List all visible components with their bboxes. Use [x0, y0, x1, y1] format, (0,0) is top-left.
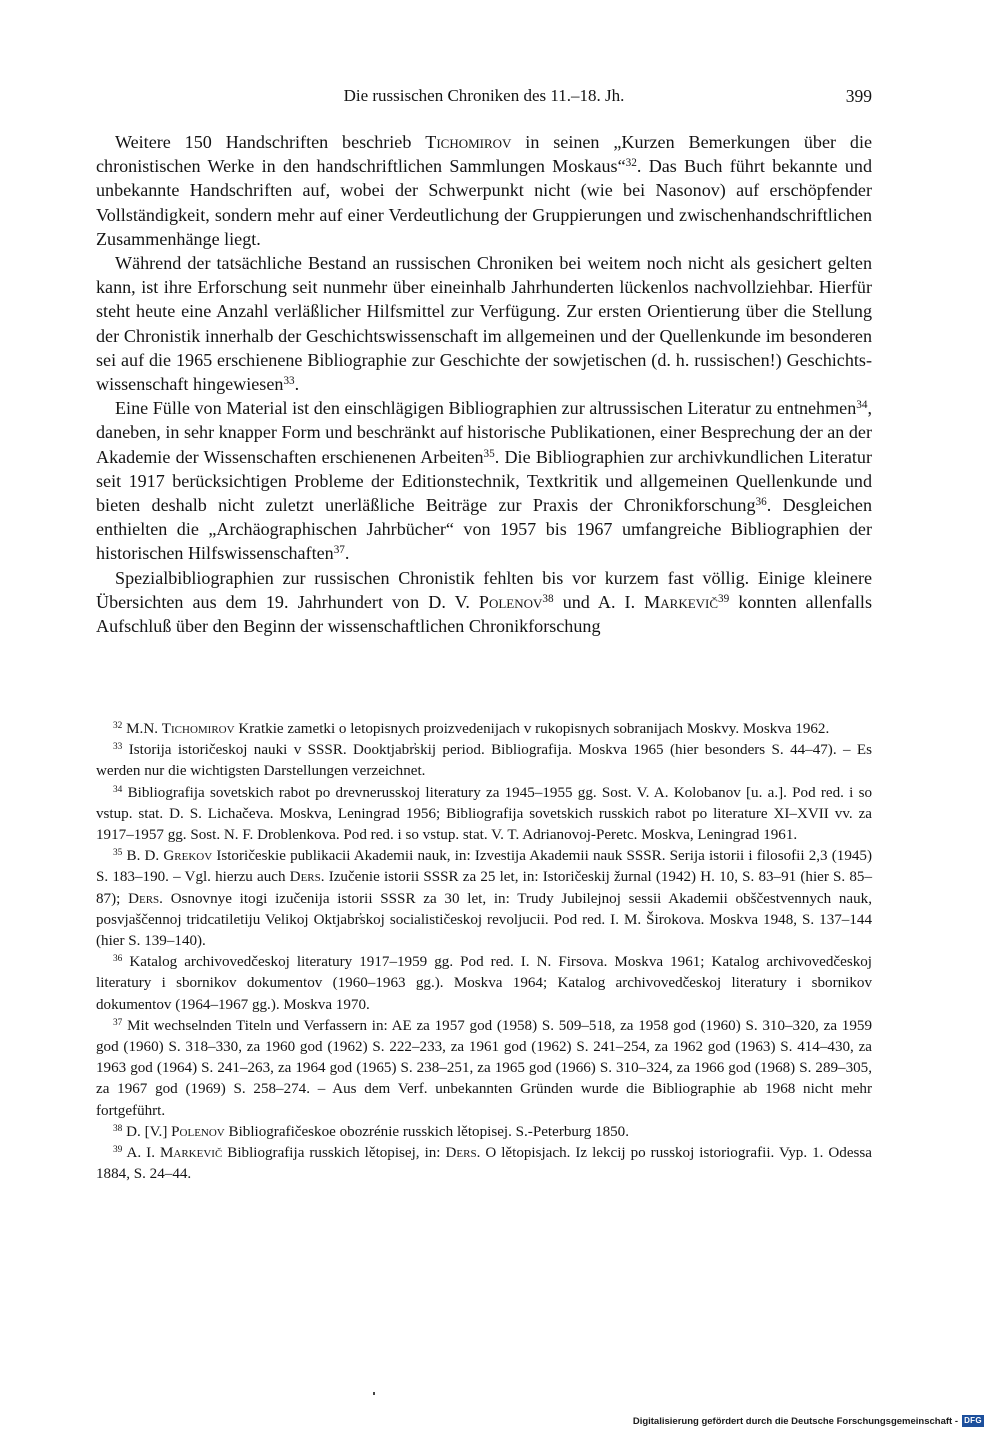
footnote-marker: 39 — [113, 1144, 123, 1155]
text-run: Istorija istoričeskoj nauki v SSSR. Dooktjabr̕skij period. Bibliografija. Moskva 1965 (hier besonders S. 44–47). – Es werden nur die wichtigsten Darstellungen verzeichnet. — [96, 742, 872, 780]
text-run: Während der tatsächliche Bestand an russischen Chroniken bei weitem noch nicht als gesichert gelten kann, ist ihre Erforschung seit nunmehr über eineinhalb Jahrhunderten lückenlos nachvollziehbar. Hierfür steht heute eine Anzahl verläßlicher Hilfsmittel zur Verfügung. Zur ersten Orientierung über die Stellung der Chronistik innerhalb der Geschichtswissenschaft im allgemeinen und der Quellenkunde im besonderen sei auf die 1965 erschienene Bibliographie zur Geschichte der sowjetischen (d. h. russischen!) Geschichtswissenschaft hingewiesen — [96, 253, 872, 395]
footnote — [96, 783, 872, 847]
footnote-marker: 36 — [755, 495, 767, 508]
text-run: . — [294, 374, 300, 395]
footnote — [96, 1016, 872, 1122]
text-run: . — [344, 543, 350, 564]
footnote-marker: 37 — [113, 1017, 123, 1028]
footer-text: Digitalisierung gefördert durch die Deutsche Forschungsgemeinschaft - — [632, 1415, 958, 1427]
text-run: O lětopisjach. Iz lekcij po russkoj istoriografii. Vyp. 1. Odessa 1884, S. 24–44. — [96, 1145, 872, 1183]
text-run: . Die Bibliographien zur archivkundlichen Literatur seit 1917 berücksichtigen Probleme der Editionstechnik, Textkritik und allgemeinen Quellenkunde und bieten deshalb nicht zuletzt unerläßliche Beiträge zur Praxis der Chronikforschung — [96, 446, 872, 516]
digitization-footer — [633, 1413, 984, 1429]
text-run: Kratkie zametki o letopisnych proizvedenijach v rukopisnych sobranijach Moskvy. Moskva 1962. — [234, 721, 830, 737]
author-name: Polenov — [171, 1123, 225, 1140]
author-name: Markevič — [159, 1145, 223, 1162]
author-name: Ders. — [128, 890, 163, 907]
scan-speck — [373, 1392, 375, 1395]
footnote-marker: 34 — [856, 399, 868, 412]
paragraph — [96, 566, 872, 639]
text-run: Istoričeskie publikacii Akademii nauk, in: Izvestija Akademii nauk SSSR. Serija istorii i filosofii 2,3 (1945) S. 183–190. – Vgl. hierzu auch — [96, 848, 872, 886]
paragraph — [96, 396, 872, 565]
main-text — [96, 130, 872, 638]
text-run: M.N. — [122, 721, 162, 737]
author-name: Polenov — [478, 591, 543, 612]
dfg-logo: DFG — [962, 1415, 984, 1427]
paragraph — [96, 251, 872, 396]
text-run: Spezialbibliographien zur russischen Chronistik fehlten bis vor kurzem fast völlig. Einige kleinere Übersichten aus dem 19. Jahrhundert von D. V. — [96, 567, 872, 612]
author-name: Grekov — [163, 848, 213, 865]
text-run: Weitere 150 Handschriften beschrieb — [115, 132, 426, 152]
text-run: D. [V.] — [122, 1123, 172, 1140]
text-run: , daneben, in sehr knapper Form und beschränkt auf historische Publikationen, einer Besprechung der an der Akademie der Wissenschaften erschienenen Arbeiten — [96, 398, 872, 467]
footnote — [96, 1122, 872, 1143]
footnote — [96, 740, 872, 782]
footnote — [96, 719, 872, 740]
footnote-marker: 38 — [542, 592, 554, 605]
text-run: B. D. — [122, 848, 164, 865]
footnote — [96, 952, 872, 1016]
text-run: Katalog archivovedčeskoj literatury 1917–1959 gg. Pod red. I. N. Firsova. Moskva 1961; Katalog archivovedčeskoj literatury i sbornikov dokumentov (1960–1963 gg.). Moskva 1964; Katalog archivovedčeskoj literatury i sbornikov dokumentov (1964–1967 gg.). Moskva 1970. — [96, 954, 872, 1013]
text-run: Bibliografičeskoe obozrénie russkich lětopisej. S.-Peterburg 1850. — [224, 1123, 629, 1140]
footnote — [96, 1143, 872, 1185]
footnote-marker: 38 — [113, 1123, 123, 1134]
author-name: Markevič — [644, 591, 719, 612]
text-run: Bibliografija russkich lětopisej, in: — [222, 1145, 446, 1162]
footnote-marker: 33 — [113, 742, 123, 753]
footnote-marker: 39 — [718, 592, 730, 605]
running-header — [96, 86, 872, 114]
footnote — [96, 846, 872, 952]
footnote-marker: 36 — [113, 954, 123, 965]
footnote-marker: 32 — [113, 720, 123, 731]
footnote-marker: 35 — [483, 447, 495, 460]
footnote-marker: 35 — [113, 848, 123, 859]
author-name: Tichomirov — [161, 721, 235, 737]
footnote-marker: 33 — [283, 374, 295, 387]
text-run: . Desgleichen enthielten die „Archäographischen Jahrbücher“ von 1957 bis 1967 umfangreiche Bibliographien der historischen Hilfswissenschaften — [96, 495, 872, 564]
footnotes — [96, 719, 872, 1185]
text-run: Mit wechselnden Titeln und Verfassern in: AE za 1957 god (1958) S. 509–518, za 1958 god (1960) S. 310–320, za 1959 god (1960) S. 318–330, za 1960 god (1962) S. 222–233, za 1961 god (1962) S. 241–254, za 1962 god (1963) S. 414–430, za 1963 god (1964) S. 241–263, za 1964 god (1965) S. 238–251, za 1965 god (1966) S. 310–324, za 1966 god (1968) S. 289–305, za 1967 god (1969) S. 258–274. – Aus dem Verf. unbekannten Gründen wurde die Bibliographie ab 1968 nicht mehr fortgeführt. — [96, 1017, 872, 1119]
footnote-marker: 37 — [333, 544, 345, 557]
text-run: in seinen „Kurzen Bemerkungen über die chronistischen Werke in den handschriftlichen Sammlungen Moskaus“ — [96, 132, 873, 177]
author-name: Ders. — [289, 869, 325, 886]
running-title: Die russischen Chroniken des 11.–18. Jh. — [343, 86, 625, 105]
text-run: und A. I. — [553, 591, 645, 612]
text-run: Bibliografija sovetskich rabot po drevnerusskoj literatury za 1945–1955 gg. Sost. V. A. Kolobanov [u. a.]. Pod red. i so vstup. stat. D. S. Lichačeva. Moskva, Leningrad 1956; Bibliografija sovetskich russkich rabot po literature XI–XVII vv. za 1917–1957 gg. Sost. N. F. Droblenkova. Pod red. i so vstup. stat. V. T. Adrianovoj-Peretc. Moskva, Leningrad 1961. — [96, 784, 872, 844]
text-run: Izučenie istorii SSSR za 25 let, in: Istoričeskij žurnal (1942) H. 10, S. 83–91 (hier S. 85–87); — [96, 869, 872, 907]
footnote-marker: 34 — [113, 784, 123, 795]
author-name: Tichomirov — [425, 132, 512, 152]
text-run: A. I. — [122, 1145, 160, 1162]
footnote-marker: 32 — [625, 157, 637, 170]
paragraph — [96, 130, 872, 251]
author-name: Ders. — [445, 1145, 481, 1162]
text-run: . Das Buch führt bekannte und unbekannte Handschriften auf, wobei der Schwerpunkt nicht (wie bei Nasonov) auf erschöpfender Vollständigkeit, sondern mehr auf einer Verdeutlichung der Gruppierungen und zwischenhandschriftlichen Zusammenhänge liegt. — [96, 156, 872, 249]
text-run: Eine Fülle von Material ist den einschlägigen Bibliographien zur altrussischen Literatur zu entnehmen — [115, 398, 857, 419]
text-run: Osnovnye itogi izučenija istorii SSSR za 30 let, in: Trudy Jubilejnoj sessii Akademii obščestvennych nauk, posvjaščennoj tridcatiletiju Velikoj Oktjabr̕skoj socialističeskoj revoljucii. Pod red. I. M. Širokova. Moskva 1948, S. 137–144 (hier S. 139–140). — [96, 890, 872, 950]
page-number: 399 — [845, 86, 872, 106]
text-run: konnten allenfalls Aufschluß über den Beginn der wissenschaftlichen Chronikforschung — [96, 591, 873, 637]
